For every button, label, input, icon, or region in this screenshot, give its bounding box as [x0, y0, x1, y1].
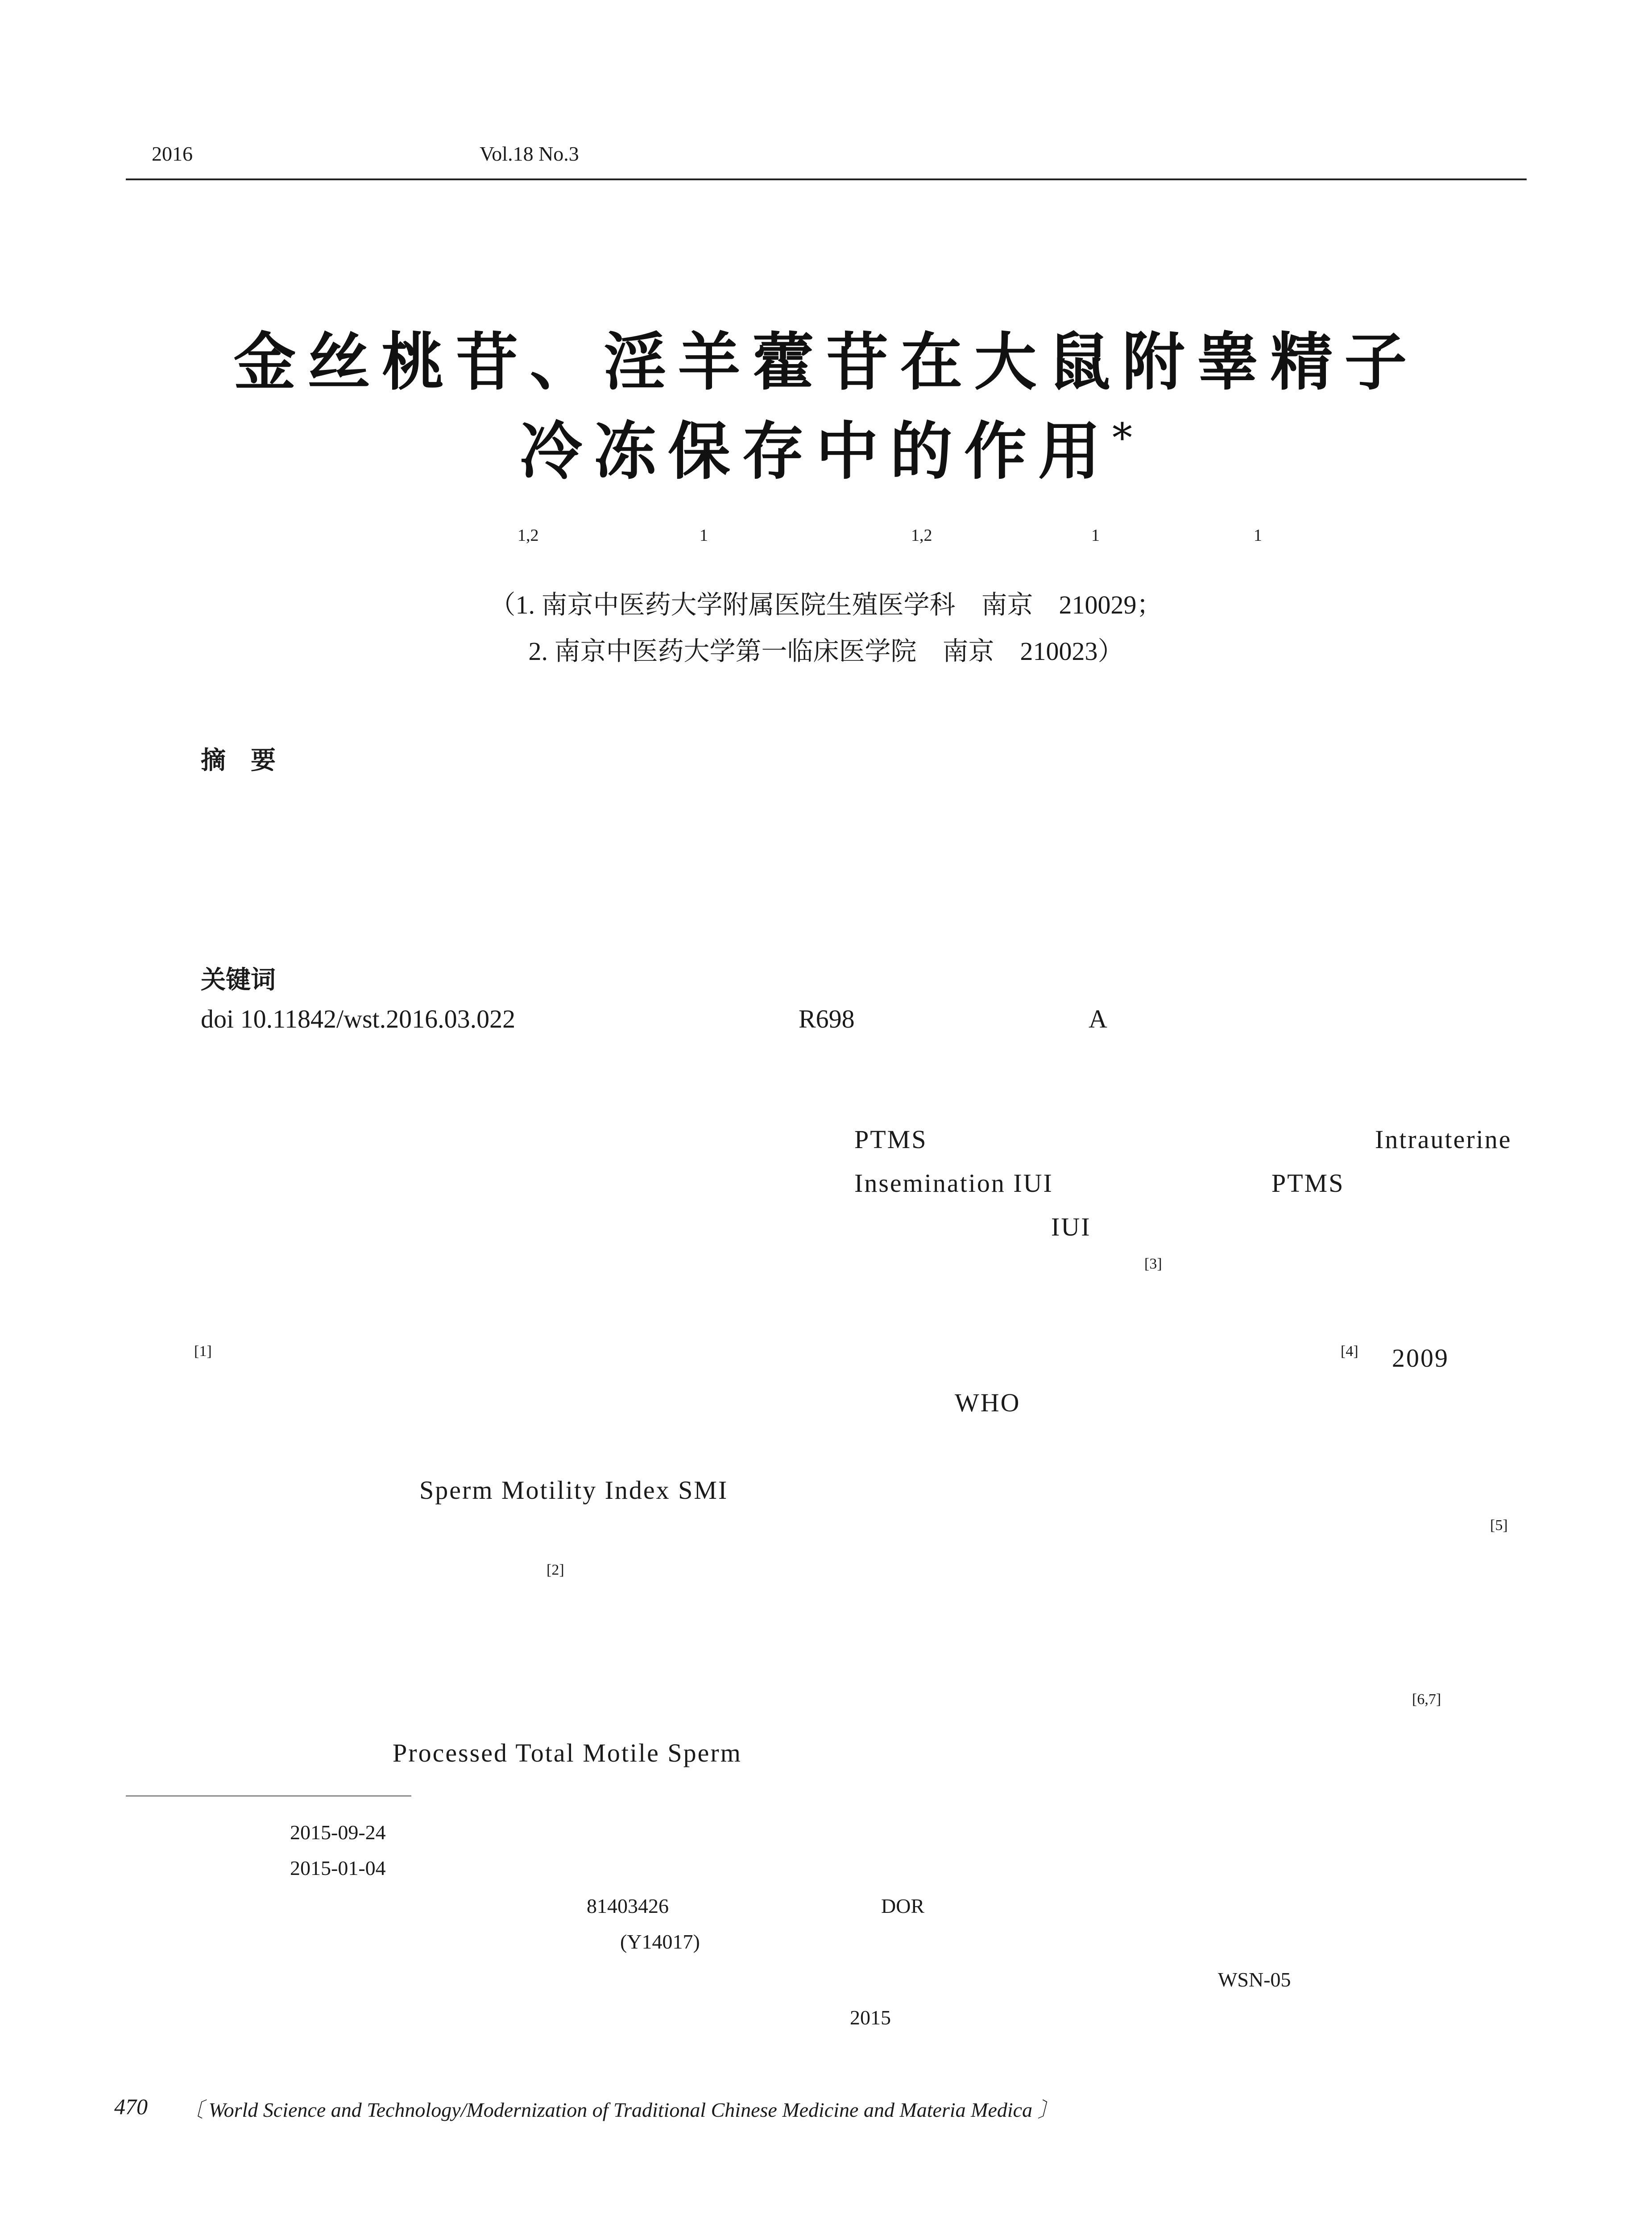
grant-number-3: WSN-05	[1218, 1968, 1291, 1991]
affiliation-2: 2. 南京中医药大学第一临床医学院 南京 210023）	[528, 637, 1124, 666]
revised-date: 2015-01-04	[290, 1857, 386, 1879]
header-year: 2016	[152, 142, 193, 165]
title-line-2	[0, 402, 1652, 491]
intrauterine-text: Intrauterine	[1375, 1125, 1512, 1154]
received-date: 2015-09-24	[290, 1821, 386, 1844]
processed-text: Processed Total Motile Sperm	[393, 1738, 742, 1767]
title-line-1: 金丝桃苷、淫羊藿苷在大鼠附睾精子	[233, 326, 1419, 399]
who-text: WHO	[955, 1388, 1021, 1417]
keywords-label: 关键词	[201, 966, 276, 995]
ref-5: [5]	[1490, 1517, 1508, 1534]
affiliation-1: （1. 南京中医药大学附属医院生殖医学科 南京 210029；	[489, 590, 1163, 619]
smi-text: Sperm Motility Index SMI	[419, 1476, 729, 1505]
abstract-label: 摘 要	[201, 746, 276, 775]
iui-text: IUI	[1051, 1212, 1091, 1241]
header-volume: Vol.18 No.3	[480, 142, 579, 165]
author-mark-2: 1	[700, 526, 708, 545]
page-number: 470	[114, 2094, 148, 2119]
author-mark-3: 1,2	[911, 526, 932, 545]
author-mark-5: 1	[1254, 526, 1262, 545]
title-line-2-text: 冷冻保存中的作用	[519, 415, 1112, 488]
ptms-text-1: PTMS	[854, 1125, 927, 1154]
document-code: A	[1089, 1004, 1107, 1033]
ref-3: [3]	[1144, 1256, 1162, 1272]
insemination-text: Insemination IUI	[854, 1169, 1053, 1198]
header-rule	[126, 178, 1527, 180]
ptms-text-2: PTMS	[1271, 1169, 1345, 1198]
author-mark-4: 1	[1091, 526, 1100, 545]
grant-number-2: (Y14017)	[620, 1930, 700, 1953]
grant-dor: DOR	[881, 1895, 925, 1917]
ref-6-7: [6,7]	[1412, 1691, 1441, 1708]
journal-name: 〔 World Science and Technology/Modernization of Traditional Chinese Medicine and Materia Medica 〕	[183, 2098, 1058, 2121]
ref-1: [1]	[194, 1343, 212, 1360]
clc-number: R698	[799, 1004, 855, 1033]
author-mark-1: 1,2	[518, 526, 539, 545]
grant-year: 2015	[850, 2006, 891, 2029]
ref-2: [2]	[547, 1562, 564, 1578]
doi: doi 10.11842/wst.2016.03.022	[201, 1004, 516, 1033]
grant-number-1: 81403426	[587, 1895, 669, 1917]
ref-4: [4]	[1341, 1343, 1358, 1360]
title-star: *	[1112, 415, 1132, 462]
year-2009: 2009	[1392, 1344, 1449, 1373]
